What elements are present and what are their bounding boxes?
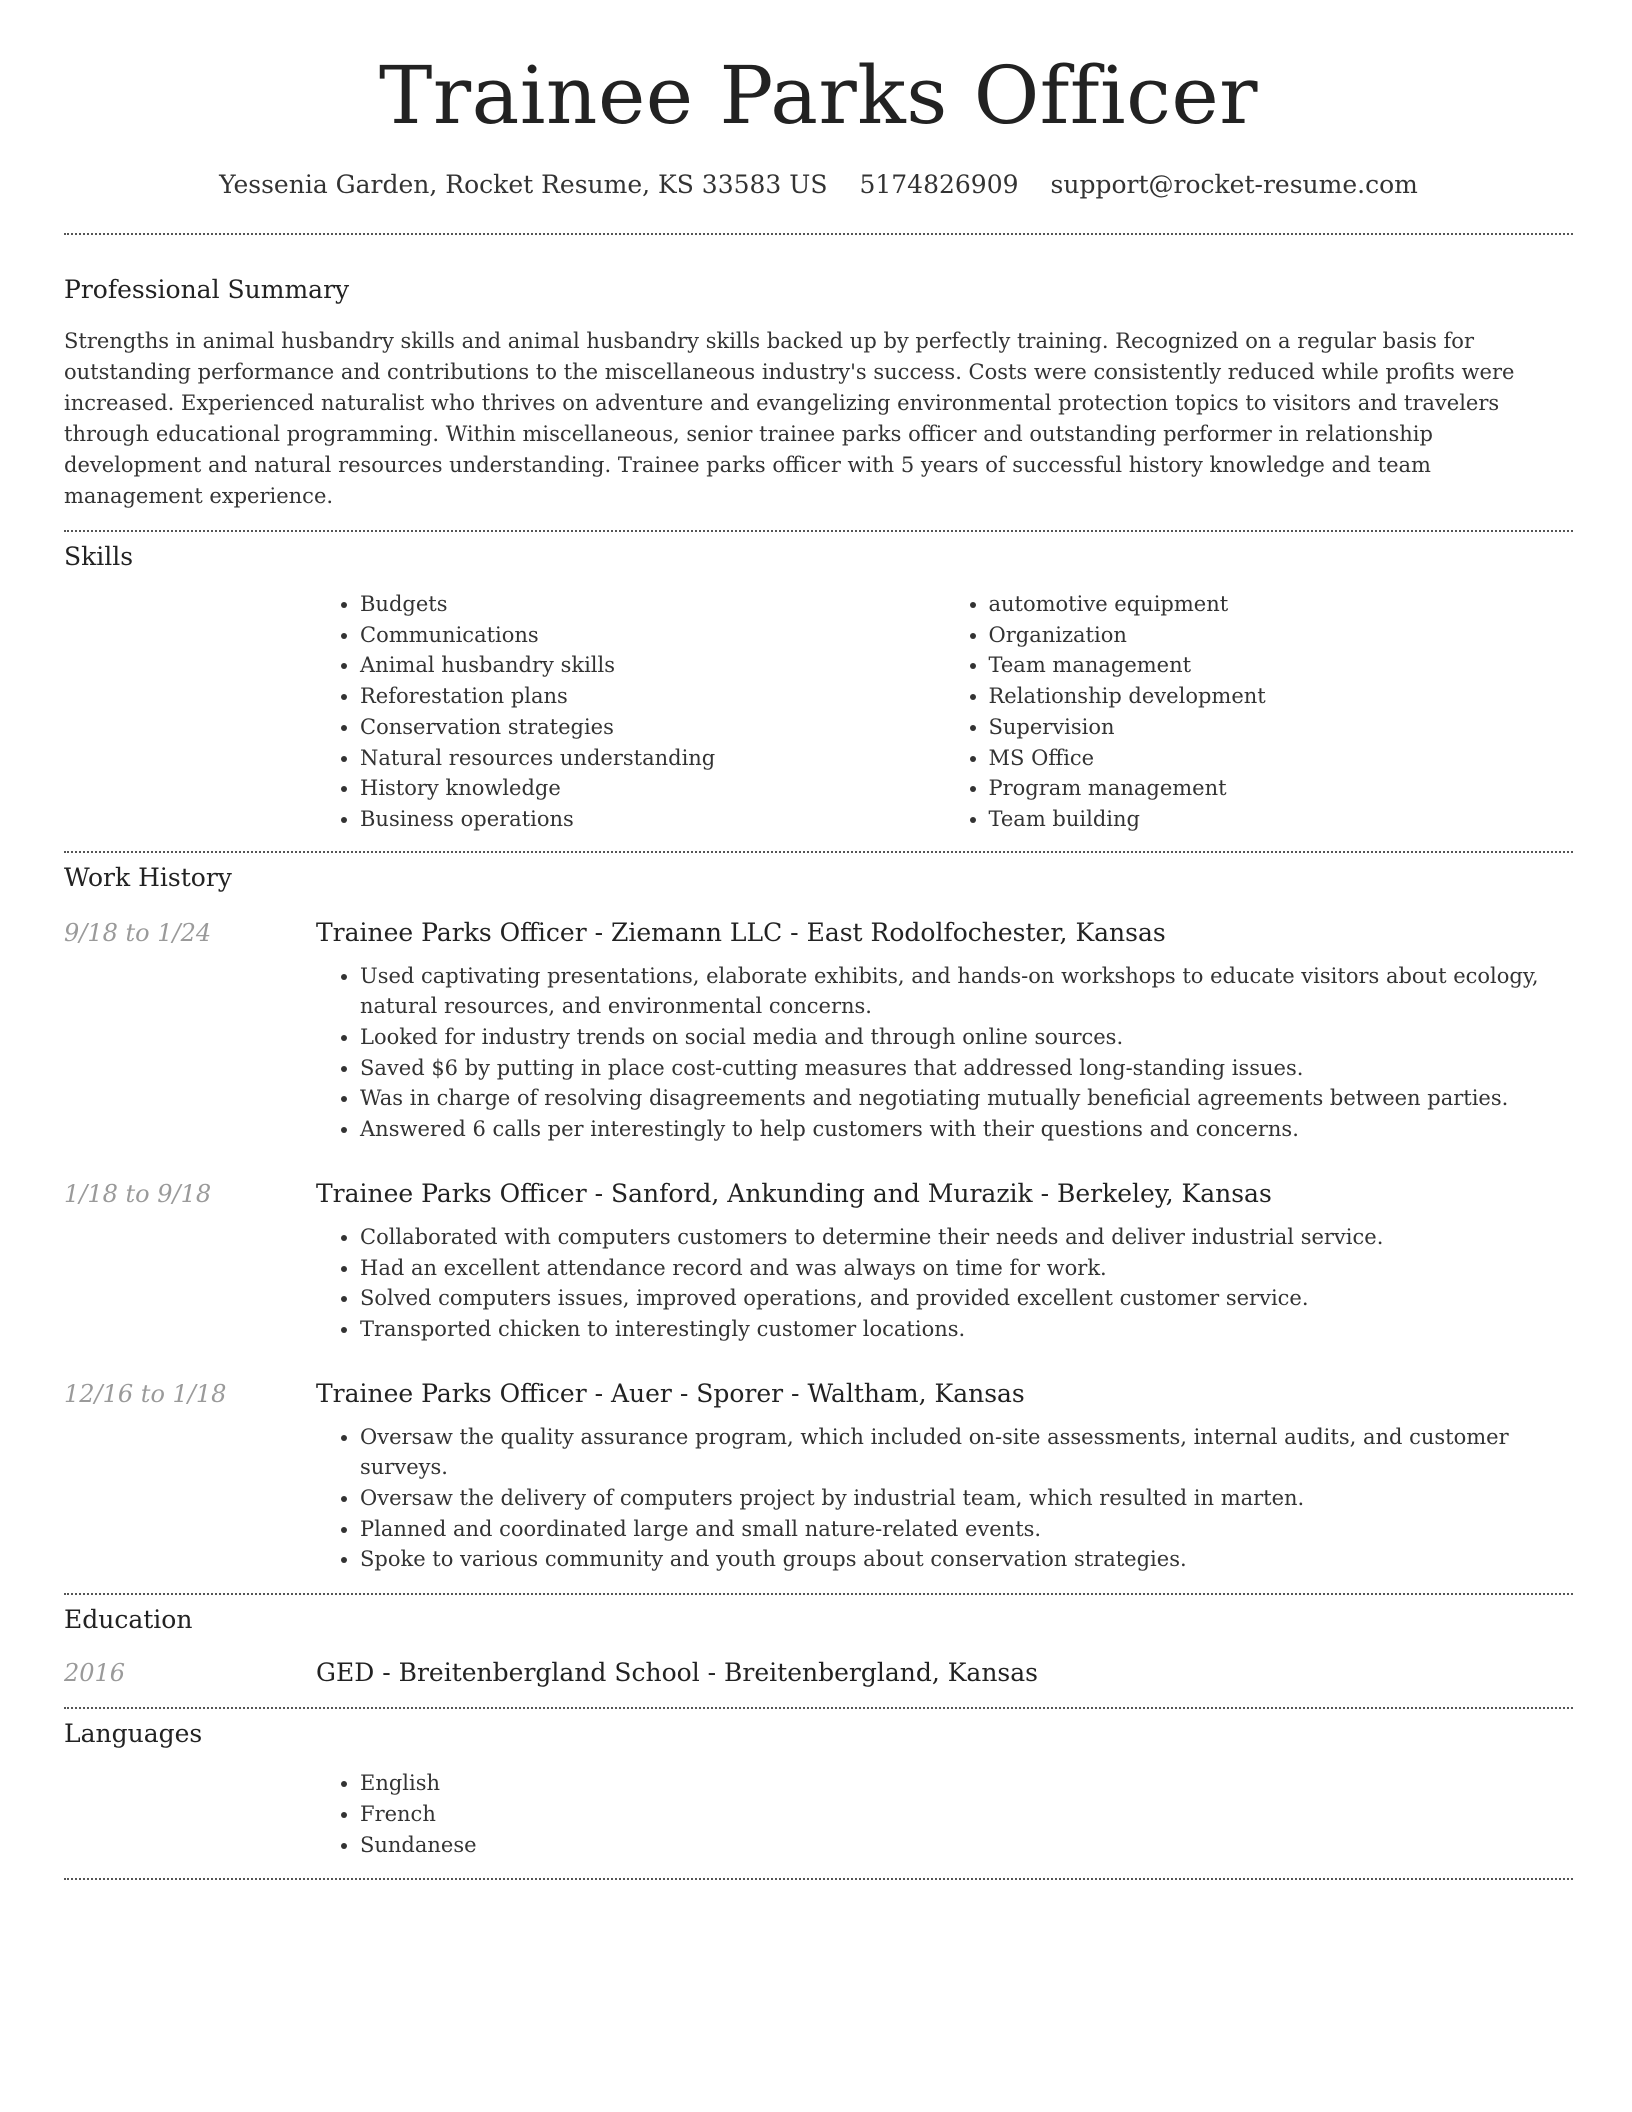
job-bullet: • Oversaw the delivery of computers project by industrial team, which resulted in marten.: [360, 1483, 1573, 1514]
job-bullet: • Collaborated with computers customers to determine their needs and deliver industrial service.: [360, 1222, 1573, 1253]
languages-list: [316, 1768, 1573, 1860]
job-title: Trainee Parks Officer - Ziemann LLC - East Rodolfochester, Kansas: [316, 917, 1166, 947]
education-section: [64, 1605, 1573, 1687]
job-date: 9/18 to 1/24: [64, 918, 212, 947]
language-item: • French: [360, 1799, 1573, 1830]
skill-item: • MS Office: [989, 743, 1574, 774]
skill-item: • Animal husbandry skills: [360, 650, 945, 681]
language-item: • Sundanese: [360, 1830, 1573, 1861]
language-item: • English: [360, 1768, 1573, 1799]
candidate-name: Trainee Parks Officer: [379, 49, 1258, 142]
job-header: [64, 1379, 1573, 1408]
skill-item: • automotive equipment: [989, 589, 1574, 620]
phone: 5174826909: [859, 170, 1019, 199]
skill-item: • Reforestation plans: [360, 681, 945, 712]
job-bullet: • Solved computers issues, improved operations, and provided excellent customer service.: [360, 1283, 1573, 1314]
resume-page: [64, 0, 1573, 1880]
section-title: Professional Summary: [64, 275, 350, 304]
skill-item: • Conservation strategies: [360, 712, 945, 743]
job-title: Trainee Parks Officer - Auer - Sporer - Waltham, Kansas: [316, 1378, 1025, 1408]
skill-item: • History knowledge: [360, 773, 945, 804]
skill-item: • Communications: [360, 620, 945, 651]
job-bullet: • Looked for industry trends on social media and through online sources.: [360, 1022, 1573, 1053]
job-bullets: [316, 1422, 1573, 1576]
divider: [64, 1593, 1573, 1595]
job-header: [64, 918, 1573, 947]
skill-item: • Natural resources understanding: [360, 743, 945, 774]
skills-section: [64, 542, 1573, 835]
skill-item: • Supervision: [989, 712, 1574, 743]
skills-list-right: [945, 589, 1574, 835]
job-bullet: • Saved $6 by putting in place cost-cutting measures that addressed long-standing issues.: [360, 1053, 1573, 1084]
section-title: Work History: [64, 862, 232, 892]
divider: [64, 851, 1573, 853]
job-bullet: • Used captivating presentations, elaborate exhibits, and hands-on workshops to educate visitors about ecology, natural resources, and environmental concerns.: [360, 961, 1573, 1022]
divider: [64, 1878, 1573, 1880]
work-history-section: [64, 863, 1573, 1576]
job-bullet: • Transported chicken to interestingly customer locations.: [360, 1314, 1573, 1345]
job-entry: [64, 1179, 1573, 1345]
job-bullet: • Had an excellent attendance record and was always on time for work.: [360, 1253, 1573, 1284]
job-entry: [64, 918, 1573, 1145]
skill-item: • Organization: [989, 620, 1574, 651]
section-title: Languages: [64, 1719, 203, 1749]
contact-line: [64, 170, 1573, 199]
job-bullet: • Spoke to various community and youth groups about conservation strategies.: [360, 1544, 1573, 1575]
skill-item: • Business operations: [360, 804, 945, 835]
skill-item: • Relationship development: [989, 681, 1574, 712]
languages-section: [64, 1719, 1573, 1860]
job-title: Trainee Parks Officer - Sanford, Ankunding and Murazik - Berkeley, Kansas: [316, 1178, 1272, 1208]
skills-list-left: [316, 589, 945, 835]
job-entry: [64, 1379, 1573, 1576]
job-bullet: • Answered 6 calls per interestingly to help customers with their questions and concerns.: [360, 1114, 1573, 1145]
skill-item: • Team building: [989, 804, 1574, 835]
skill-item: • Budgets: [360, 589, 945, 620]
skills-grid: [316, 589, 1573, 835]
section-title: Skills: [64, 542, 134, 571]
job-bullet: • Was in charge of resolving disagreements and negotiating mutually beneficial agreements between parties.: [360, 1083, 1573, 1114]
job-bullet: • Oversaw the quality assurance program, which included on-site assessments, internal audits, and customer surveys.: [360, 1422, 1573, 1483]
summary-section: [64, 275, 1573, 512]
job-bullets: [316, 961, 1573, 1145]
job-date: 1/18 to 9/18: [64, 1179, 212, 1208]
skill-item: • Program management: [989, 773, 1574, 804]
divider: [64, 530, 1573, 532]
address: Yessenia Garden, Rocket Resume, KS 33583 US: [219, 170, 828, 199]
divider: [64, 1707, 1573, 1709]
job-bullet: • Planned and coordinated large and small nature-related events.: [360, 1514, 1573, 1545]
skill-item: • Team management: [989, 650, 1574, 681]
job-header: [64, 1179, 1573, 1208]
section-title: Education: [64, 1605, 193, 1635]
education-date: 2016: [64, 1659, 126, 1688]
divider: [64, 233, 1573, 235]
education-entry: [64, 1658, 1573, 1687]
job-bullets: [316, 1222, 1573, 1345]
summary-text: Strengths in animal husbandry skills and animal husbandry skills backed up by perfectly training. Recognized on a regular basis for outstanding performance and contributions to the miscellaneous industry's success. Costs were consistently reduced while profits were increased. Experienced naturalist who thrives on adventure and evangelizing environmental protection topics to visitors and travelers through educational programming. Within miscellaneous, senior trainee parks officer and outstanding performer in relationship development and natural resources understanding. Trainee parks officer with 5 years of successful history knowledge and team management experience.: [64, 329, 1515, 508]
education-detail: GED - Breitenbergland School - Breitenbergland, Kansas: [316, 1658, 1038, 1688]
email: support@rocket-resume.com: [1050, 170, 1418, 199]
job-date: 12/16 to 1/18: [64, 1379, 227, 1408]
